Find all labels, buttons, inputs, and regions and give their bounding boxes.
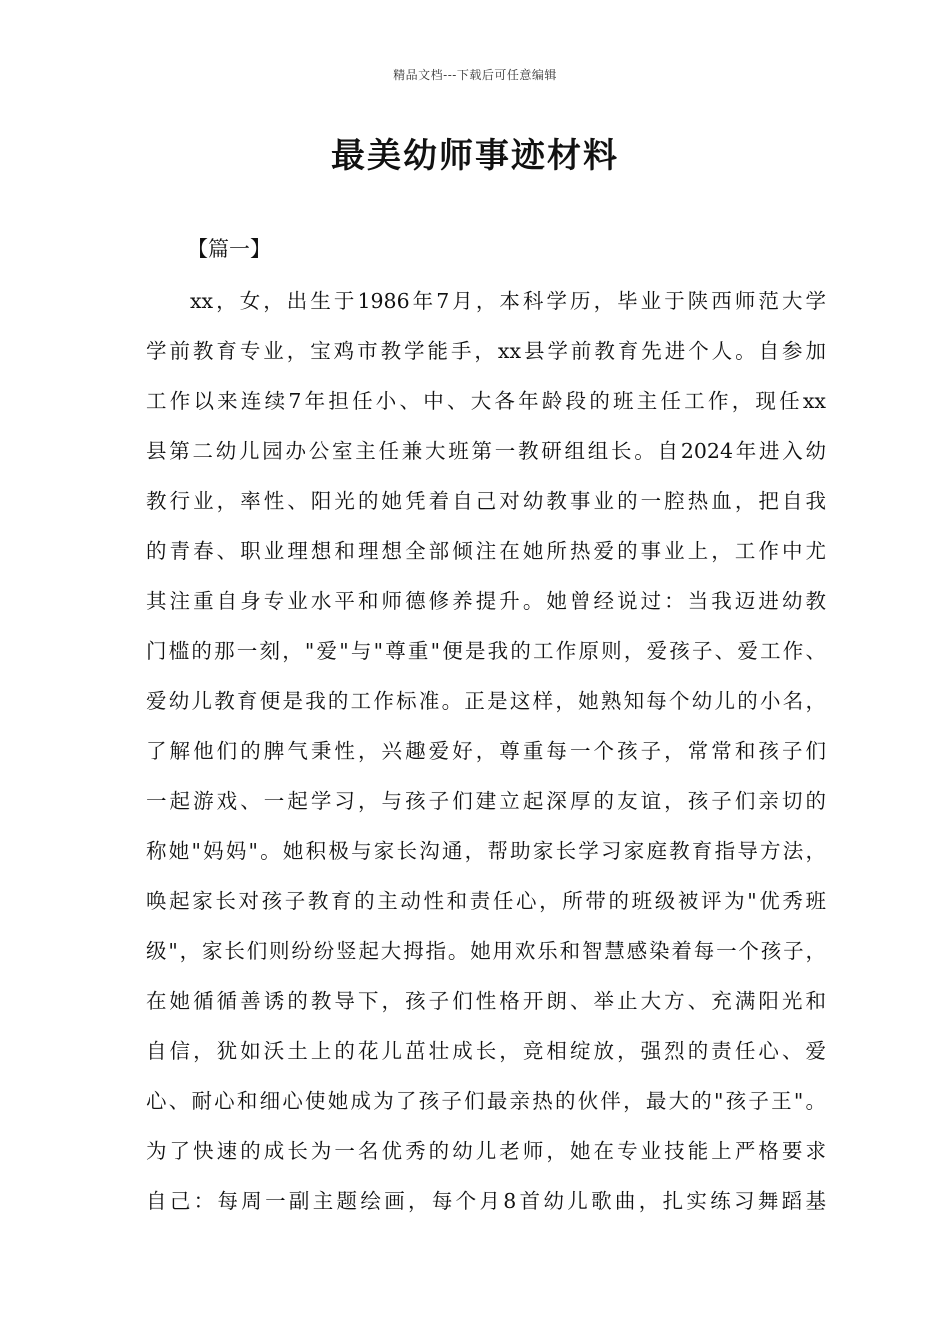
body-line: 学前教育专业，宝鸡市教学能手，xx县学前教育先进个人。自参加: [146, 339, 826, 363]
body-line: 为了快速的成长为一名优秀的幼儿老师，她在专业技能上严格要求: [146, 1139, 826, 1163]
body-line: 心、耐心和细心使她成为了孩子们最亲热的伙伴，最大的"孩子王"。: [146, 1089, 826, 1113]
body-line: 自己：每周一副主题绘画，每个月8首幼儿歌曲，扎实练习舞蹈基: [146, 1189, 826, 1213]
body-line: 自信，犹如沃土上的花儿茁壮成长，竞相绽放，强烈的责任心、爱: [146, 1039, 826, 1063]
document-title: 最美幼师事迹材料: [331, 136, 619, 176]
header-note: 精品文档---下载后可任意编辑: [393, 68, 557, 82]
body-line: 的青春、职业理想和理想全部倾注在她所热爱的事业上，工作中尤: [146, 539, 826, 563]
body-line: 了解他们的脾气秉性，兴趣爱好，尊重每一个孩子，常常和孩子们: [146, 739, 826, 763]
body-line: 工作以来连续7年担任小、中、大各年龄段的班主任工作，现任xx: [146, 389, 826, 413]
section-heading: 【篇一】: [187, 237, 271, 261]
body-line: 称她"妈妈"。她积极与家长沟通，帮助家长学习家庭教育指导方法，: [146, 839, 826, 863]
body-line: 在她循循善诱的教导下，孩子们性格开朗、举止大方、充满阳光和: [146, 989, 826, 1013]
body-line: xx，女，出生于1986年7月，本科学历，毕业于陕西师范大学: [190, 289, 826, 313]
body-line: 教行业，率性、阳光的她凭着自己对幼教事业的一腔热血，把自我: [146, 489, 826, 513]
body-line: 唤起家长对孩子教育的主动性和责任心，所带的班级被评为"优秀班: [146, 889, 826, 913]
body-text: [146, 285, 826, 1235]
body-line: 门槛的那一刻，"爱"与"尊重"便是我的工作原则，爱孩子、爱工作、: [146, 639, 826, 663]
body-line: 县第二幼儿园办公室主任兼大班第一教研组组长。自2024年进入幼: [146, 439, 826, 463]
body-line: 其注重自身专业水平和师德修养提升。她曾经说过：当我迈进幼教: [146, 589, 826, 613]
body-line: 一起游戏、一起学习，与孩子们建立起深厚的友谊，孩子们亲切的: [146, 789, 826, 813]
body-line: 级"，家长们则纷纷竖起大拇指。她用欢乐和智慧感染着每一个孩子，: [146, 939, 826, 963]
body-line: 爱幼儿教育便是我的工作标准。正是这样，她熟知每个幼儿的小名，: [146, 689, 826, 713]
